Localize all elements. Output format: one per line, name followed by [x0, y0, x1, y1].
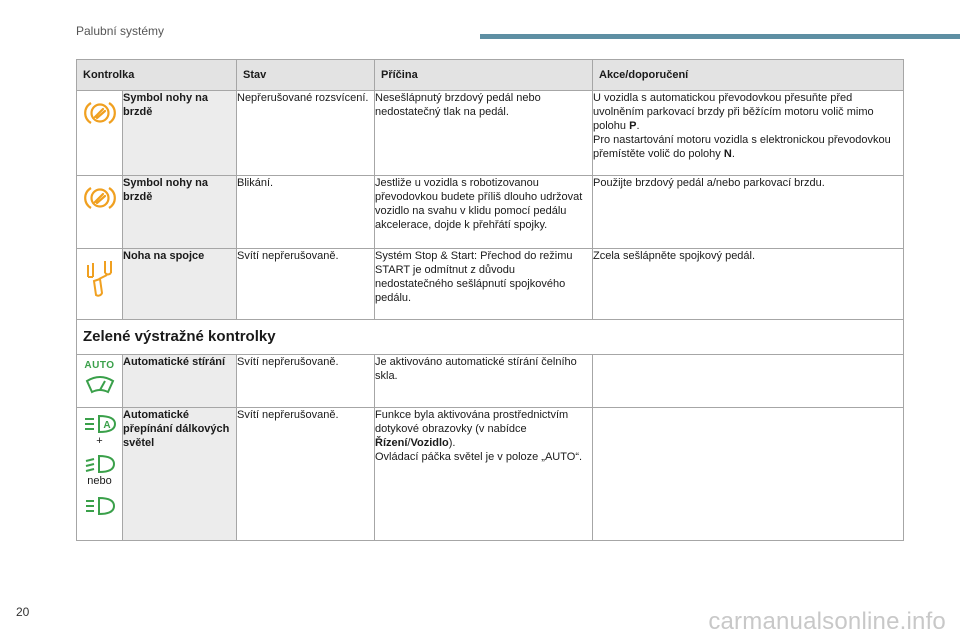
foot-on-clutch-icon [85, 257, 115, 301]
row-state: Blikání. [237, 176, 375, 249]
row-name: Automatické přepínání dálkových světel [123, 408, 237, 541]
row-action: Zcela sešlápněte spojkový pedál. [593, 249, 904, 320]
table-row [77, 91, 904, 176]
foot-on-brake-icon [84, 99, 116, 127]
row-name: Automatické stírání [123, 355, 237, 408]
icon-cell [77, 91, 123, 176]
row-cause: Je aktivováno automatické stírání čelního skla. [375, 355, 593, 408]
foot-on-brake-icon [84, 184, 116, 212]
row-action: Použijte brzdový pedál a/nebo parkovací brzdu. [593, 176, 904, 249]
table-row [77, 408, 904, 541]
header-pricina: Příčina [375, 60, 593, 91]
icon-cell [77, 355, 123, 408]
auto-wiper-icon [84, 373, 116, 395]
high-beam-icon [84, 454, 116, 474]
table-row [77, 249, 904, 320]
high-beam-icon [84, 496, 116, 516]
row-cause: Nesešlápnutý brzdový pedál nebo nedostatečný tlak na pedál. [375, 91, 593, 176]
icon-cell [77, 408, 123, 541]
or-label: nebo [87, 475, 112, 487]
table-row [77, 176, 904, 249]
page-number: 20 [16, 605, 30, 619]
row-action [593, 408, 904, 541]
watermark: carmanualsonline.info [708, 608, 946, 635]
header-kontrolka: Kontrolka [77, 60, 237, 91]
row-name: Symbol nohy na brzdě [123, 176, 237, 249]
header-accent-bar [480, 34, 960, 39]
row-cause: Funkce byla aktivována prostřednictvím dotykové obrazovky (v nabídce Řízení/Vozidlo). Ovládací páčka světel je v poloze „AUTO“. [375, 408, 593, 541]
row-cause: Systém Stop & Start: Přechod do režimu START je odmítnut z důvodu nedostatečného sešlápnutí spojkového pedálu. [375, 249, 593, 320]
table-header-row [77, 60, 904, 91]
icon-cell [77, 176, 123, 249]
header-akce: Akce/doporučení [593, 60, 904, 91]
row-action [593, 355, 904, 408]
svg-text:A: A [102, 420, 111, 431]
row-action: U vozidla s automatickou převodovkou přesuňte před uvolněním parkovací brzdy při běžícím motoru volič mimo polohu P. Pro nastartování motoru vozidla s elektronickou převodovkou přemístěte volič do polohy N. [593, 91, 904, 176]
row-state: Svítí nepřerušovaně. [237, 249, 375, 320]
section-title: Palubní systémy [76, 24, 165, 38]
auto-high-beam-a-icon [83, 414, 117, 434]
row-state: Nepřerušované rozsvícení. [237, 91, 375, 176]
row-state: Svítí nepřerušovaně. [237, 408, 375, 541]
section-heading-row [77, 320, 904, 355]
row-state: Svítí nepřerušovaně. [237, 355, 375, 408]
section-heading: Zelené výstražné kontrolky [77, 320, 904, 355]
row-cause: Jestliže u vozidla s robotizovanou převodovkou budete příliš dlouho udržovat vozidlo na svahu v klidu pomocí pedálu akcelerace, dojde k přehřátí spojky. [375, 176, 593, 249]
table-row [77, 355, 904, 408]
auto-label: AUTO [84, 360, 115, 371]
row-name: Symbol nohy na brzdě [123, 91, 237, 176]
icon-cell [77, 249, 123, 320]
row-name: Noha na spojce [123, 249, 237, 320]
warning-lights-table [76, 59, 904, 541]
plus-sign: + [96, 435, 103, 447]
header-stav: Stav [237, 60, 375, 91]
